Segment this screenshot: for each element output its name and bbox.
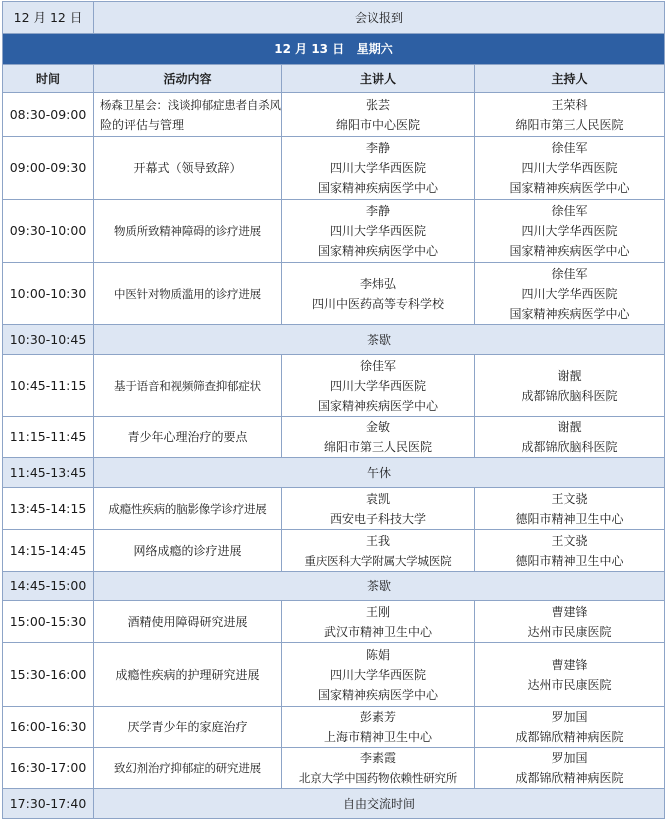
activity-line: 杨森卫星会：浅谈抑郁症患者自杀风 xyxy=(100,97,281,112)
time-cell: 09:30-10:00 xyxy=(3,200,94,263)
speaker-line: 四川大学华西医院 xyxy=(329,378,426,393)
host-line: 王文骁 xyxy=(551,533,588,548)
schedule-table xyxy=(2,1,665,819)
session-row xyxy=(3,355,665,417)
speaker-line: 四川大学华西医院 xyxy=(329,224,426,238)
speaker-line: 王刚 xyxy=(365,604,390,619)
speaker-cell xyxy=(282,200,475,263)
host-line: 达州市民康医院 xyxy=(527,677,612,692)
col-header-speaker: 主讲人 xyxy=(282,65,475,93)
time-cell: 15:00-15:30 xyxy=(3,601,94,643)
break-row xyxy=(3,789,665,819)
session-row xyxy=(3,200,665,263)
speaker-line: 李素霞 xyxy=(359,751,396,765)
activity-line: 开幕式（领导致辞） xyxy=(133,161,242,175)
speaker-line: 王我 xyxy=(365,533,390,548)
speaker-line: 国家精神疾病医学中心 xyxy=(317,244,438,258)
host-line: 四川大学华西医院 xyxy=(521,286,618,301)
host-line: 德阳市精神卫生中心 xyxy=(515,511,624,526)
speaker-cell xyxy=(282,748,475,789)
activity-line: 中医针对物质滥用的诊疗进展 xyxy=(114,286,261,301)
session-row xyxy=(3,93,665,137)
activity-cell xyxy=(94,355,282,417)
speaker-cell xyxy=(282,417,475,458)
speaker-line: 国家精神疾病医学中心 xyxy=(317,687,438,702)
host-line: 王文骁 xyxy=(551,491,588,506)
speaker-cell xyxy=(282,643,475,707)
speaker-line: 李炜弘 xyxy=(359,276,396,291)
time-cell: 14:15-14:45 xyxy=(3,530,94,572)
host-cell xyxy=(475,530,665,572)
speaker-line: 国家精神疾病医学中心 xyxy=(317,398,438,413)
host-cell xyxy=(475,488,665,530)
speaker-line: 北京大学中国药物依赖性研究所 xyxy=(298,771,458,785)
speaker-line: 武汉市精神卫生中心 xyxy=(323,624,432,639)
break-row xyxy=(3,458,665,488)
host-cell xyxy=(475,93,665,137)
activity-line: 网络成瘾的诊疗进展 xyxy=(133,543,242,558)
activity-line: 物质所致精神障碍的诊疗进展 xyxy=(114,224,261,238)
activity-line: 成瘾性疾病的护理研究进展 xyxy=(115,667,260,682)
activity-cell xyxy=(94,417,282,458)
time-cell: 10:30-10:45 xyxy=(3,325,94,355)
speaker-cell xyxy=(282,601,475,643)
host-line: 成都锦欣脑科医院 xyxy=(521,388,618,403)
activity-cell xyxy=(94,530,282,572)
host-cell xyxy=(475,137,665,200)
activity-cell xyxy=(94,263,282,325)
host-line: 罗加国 xyxy=(551,751,588,765)
speaker-line: 李静 xyxy=(365,204,390,218)
speaker-cell xyxy=(282,93,475,137)
activity-line: 险的评估与管理 xyxy=(100,117,185,132)
host-cell xyxy=(475,355,665,417)
session-row xyxy=(3,643,665,707)
speaker-line: 金敏 xyxy=(365,420,390,434)
speaker-line: 陈娟 xyxy=(365,647,390,662)
speaker-cell xyxy=(282,137,475,200)
time-cell: 16:00-16:30 xyxy=(3,707,94,748)
activity-line: 厌学青少年的家庭治疗 xyxy=(127,720,248,734)
time-cell: 14:45-15:00 xyxy=(3,572,94,601)
speaker-cell xyxy=(282,488,475,530)
host-line: 绵阳市第三人民医院 xyxy=(515,117,624,132)
speaker-line: 四川大学华西医院 xyxy=(329,161,426,175)
break-label: 自由交流时间 xyxy=(94,789,665,819)
session-row xyxy=(3,748,665,789)
host-line: 成都锦欣脑科医院 xyxy=(521,440,618,454)
speaker-cell xyxy=(282,263,475,325)
time-cell: 11:15-11:45 xyxy=(3,417,94,458)
break-row xyxy=(3,572,665,601)
activity-cell xyxy=(94,643,282,707)
activity-cell xyxy=(94,707,282,748)
host-line: 德阳市精神卫生中心 xyxy=(515,553,624,568)
time-cell: 10:45-11:15 xyxy=(3,355,94,417)
host-line: 四川大学华西医院 xyxy=(521,224,618,238)
break-label: 茶歇 xyxy=(94,572,665,601)
speaker-line: 国家精神疾病医学中心 xyxy=(317,181,438,195)
host-line: 谢靓 xyxy=(557,420,582,434)
host-line: 成都锦欣精神病医院 xyxy=(515,730,624,744)
speaker-line: 袁凯 xyxy=(365,491,390,506)
time-cell: 08:30-09:00 xyxy=(3,93,94,137)
speaker-line: 彭素芳 xyxy=(359,710,396,724)
host-cell xyxy=(475,707,665,748)
registration-label: 会议报到 xyxy=(94,2,665,34)
time-cell: 16:30-17:00 xyxy=(3,748,94,789)
activity-cell xyxy=(94,93,282,137)
time-cell: 17:30-17:40 xyxy=(3,789,94,819)
speaker-line: 绵阳市中心医院 xyxy=(335,117,420,132)
speaker-line: 重庆医科大学附属大学城医院 xyxy=(304,553,452,568)
activity-cell xyxy=(94,488,282,530)
break-row xyxy=(3,325,665,355)
host-line: 王荣科 xyxy=(551,97,588,112)
speaker-line: 张芸 xyxy=(365,97,390,112)
activity-cell xyxy=(94,748,282,789)
host-line: 国家精神疾病医学中心 xyxy=(509,181,630,195)
session-row xyxy=(3,263,665,325)
time-cell: 09:00-09:30 xyxy=(3,137,94,200)
host-line: 国家精神疾病医学中心 xyxy=(509,306,630,321)
registration-row xyxy=(3,2,665,34)
activity-cell xyxy=(94,601,282,643)
activity-line: 成瘾性疾病的脑影像学诊疗进展 xyxy=(108,501,267,516)
column-header-row xyxy=(3,65,665,93)
host-line: 国家精神疾病医学中心 xyxy=(509,244,630,258)
speaker-line: 四川中医药高等专科学校 xyxy=(311,296,444,311)
col-header-host: 主持人 xyxy=(475,65,665,93)
speaker-line: 四川大学华西医院 xyxy=(329,667,426,682)
activity-line: 致幻剂治疗抑郁症的研究进展 xyxy=(114,761,261,775)
host-line: 谢靓 xyxy=(557,368,582,383)
session-row xyxy=(3,707,665,748)
host-cell xyxy=(475,200,665,263)
speaker-line: 绵阳市第三人民医院 xyxy=(323,440,432,454)
break-label: 茶歇 xyxy=(94,325,665,355)
time-cell: 11:45-13:45 xyxy=(3,458,94,488)
host-cell xyxy=(475,417,665,458)
session-row xyxy=(3,417,665,458)
host-line: 徐佳军 xyxy=(551,204,588,218)
session-row xyxy=(3,137,665,200)
speaker-cell xyxy=(282,355,475,417)
host-line: 四川大学华西医院 xyxy=(521,161,618,175)
activity-line: 基于语音和视频筛查抑郁症状 xyxy=(114,378,261,393)
activity-cell xyxy=(94,137,282,200)
col-header-time: 时间 xyxy=(3,65,94,93)
activity-line: 青少年心理治疗的要点 xyxy=(127,430,248,444)
session-row xyxy=(3,488,665,530)
speaker-line: 上海市精神卫生中心 xyxy=(323,730,432,744)
host-cell xyxy=(475,748,665,789)
host-line: 徐佳军 xyxy=(551,266,588,281)
speaker-cell xyxy=(282,707,475,748)
host-cell xyxy=(475,643,665,707)
break-label: 午休 xyxy=(94,458,665,488)
time-cell: 15:30-16:00 xyxy=(3,643,94,707)
col-header-activity: 活动内容 xyxy=(94,65,282,93)
host-cell xyxy=(475,263,665,325)
host-line: 达州市民康医院 xyxy=(527,624,612,639)
day-header: 12 月 13 日 星期六 xyxy=(3,34,665,65)
registration-date: 12 月 12 日 xyxy=(3,2,94,34)
day-header-row xyxy=(3,34,665,65)
activity-line: 酒精使用障碍研究进展 xyxy=(127,614,248,629)
host-line: 曹建锋 xyxy=(551,657,588,672)
speaker-line: 西安电子科技大学 xyxy=(329,511,426,526)
time-cell: 10:00-10:30 xyxy=(3,263,94,325)
speaker-cell xyxy=(282,530,475,572)
host-line: 曹建锋 xyxy=(551,604,588,619)
host-line: 罗加国 xyxy=(551,710,588,724)
session-row xyxy=(3,601,665,643)
host-line: 成都锦欣精神病医院 xyxy=(515,771,624,785)
speaker-line: 李静 xyxy=(365,141,390,155)
time-cell: 13:45-14:15 xyxy=(3,488,94,530)
host-line: 徐佳军 xyxy=(551,141,588,155)
speaker-line: 徐佳军 xyxy=(359,358,396,373)
activity-cell xyxy=(94,200,282,263)
host-cell xyxy=(475,601,665,643)
session-row xyxy=(3,530,665,572)
